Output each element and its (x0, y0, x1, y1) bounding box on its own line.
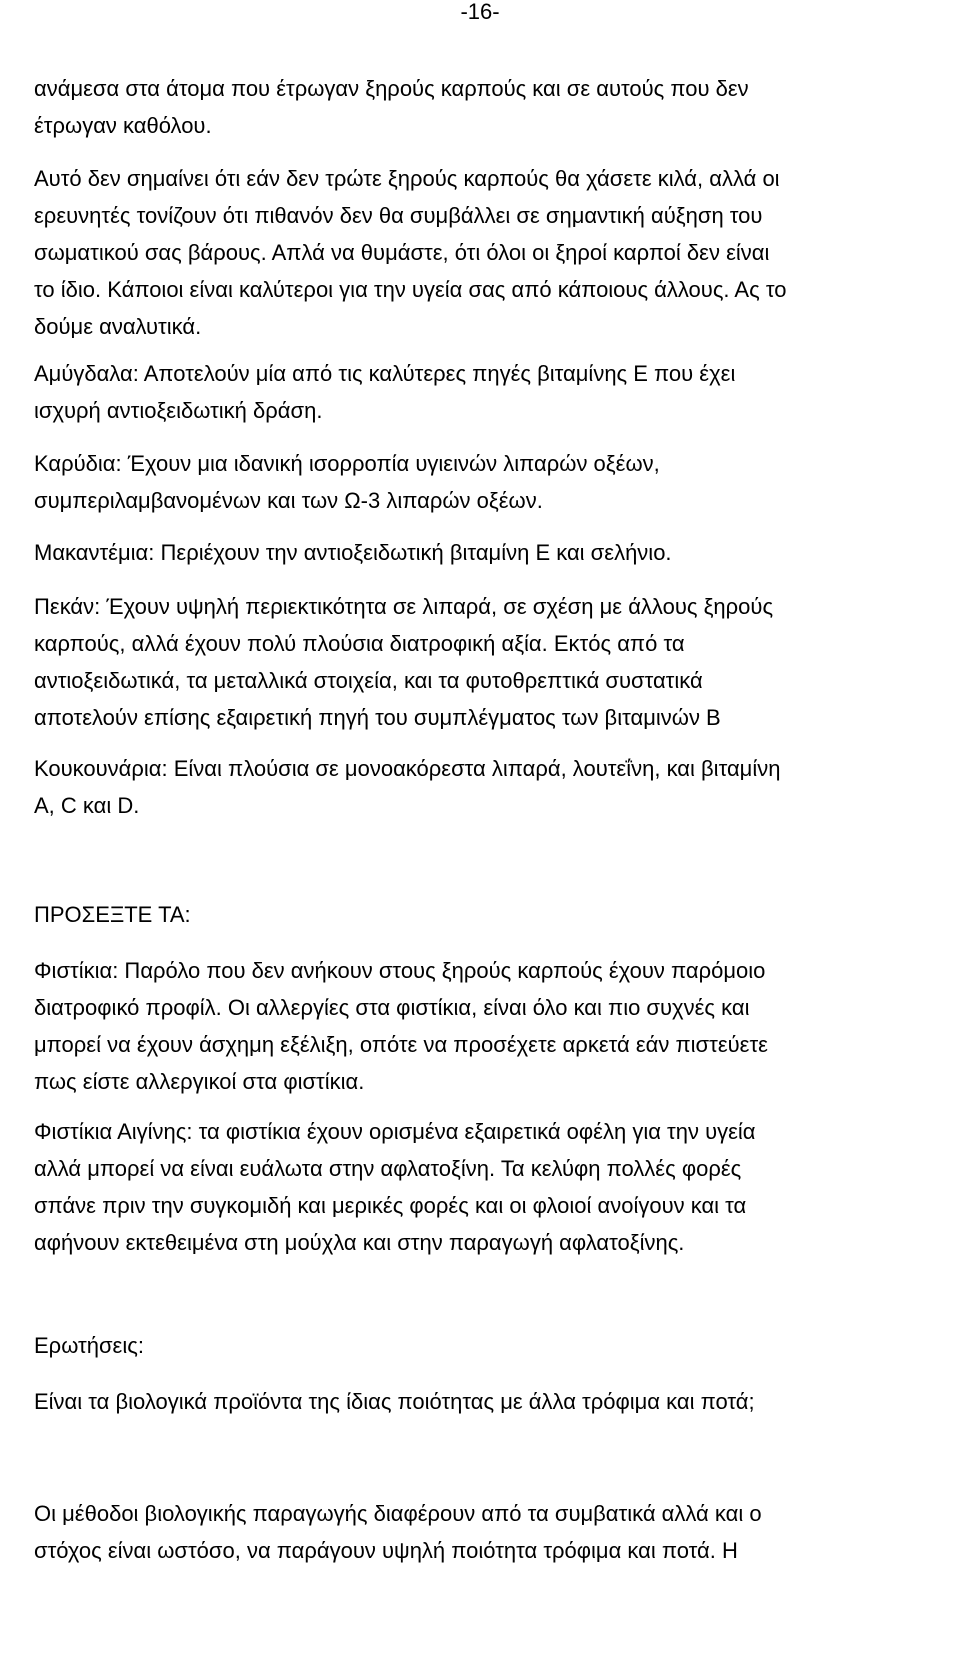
question-organic-quality (34, 1383, 934, 1420)
text-line: Αυτό δεν σημαίνει ότι εάν δεν τρώτε ξηρούς καρπούς θα χάσετε κιλά, αλλά οι (34, 166, 780, 191)
paragraph-walnuts (34, 445, 934, 519)
text-line: Α, C και D. (34, 793, 140, 818)
paragraph-peanuts (34, 952, 934, 1100)
text-line: Φιστίκια: Παρόλο που δεν ανήκουν στους ξηρούς καρπούς έχουν παρόμοιο (34, 958, 766, 983)
paragraph-pistachios (34, 1113, 934, 1261)
text-line: Είναι τα βιολογικά προϊόντα της ίδιας ποιότητας με άλλα τρόφιμα και ποτά; (34, 1389, 755, 1414)
text-line: συμπεριλαμβανομένων και των Ω-3 λιπαρών οξέων. (34, 488, 543, 513)
text-line: ερευνητές τονίζουν ότι πιθανόν δεν θα συμβάλλει σε σημαντική αύξηση του (34, 203, 763, 228)
text-line: ισχυρή αντιοξειδωτική δράση. (34, 398, 323, 423)
text-line: αποτελούν επίσης εξαιρετική πηγή του συμπλέγματος των βιταμινών Β (34, 705, 721, 730)
text-line: Αμύγδαλα: Αποτελούν μία από τις καλύτερες πηγές βιταμίνης Ε που έχει (34, 361, 736, 386)
text-line: στόχος είναι ωστόσο, να παράγουν υψηλή ποιότητα τρόφιμα και ποτά. Η (34, 1538, 738, 1563)
text-line: αφήνουν εκτεθειμένα στη μούχλα και στην παραγωγή αφλατοξίνης. (34, 1230, 685, 1255)
section-heading-caution (34, 896, 934, 933)
page-number: -16- (460, 0, 500, 24)
text-line: δούμε αναλυτικά. (34, 314, 202, 339)
text-line: έτρωγαν καθόλου. (34, 113, 212, 138)
paragraph-almonds (34, 355, 934, 429)
text-line: Καρύδια: Έχουν μια ιδανική ισορροπία υγιεινών λιπαρών οξέων, (34, 451, 660, 476)
paragraph-pine-nuts (34, 750, 934, 824)
text-line: πως είστε αλλεργικοί στα φιστίκια. (34, 1069, 365, 1094)
text-line: ανάμεσα στα άτομα που έτρωγαν ξηρούς καρπούς και σε αυτούς που δεν (34, 76, 749, 101)
text-line: Μακαντέμια: Περιέχουν την αντιοξειδωτική βιταμίνη Ε και σελήνιο. (34, 540, 672, 565)
text-line: Πεκάν: Έχουν υψηλή περιεκτικότητα σε λιπαρά, σε σχέση με άλλους ξηρούς (34, 594, 774, 619)
section-heading-questions (34, 1327, 934, 1364)
text-line: ΠΡΟΣΕΞΤΕ ΤΑ: (34, 902, 191, 927)
text-line: σπάνε πριν την συγκομιδή και μερικές φορές και οι φλοιοί ανοίγουν και τα (34, 1193, 747, 1218)
text-line: Οι μέθοδοι βιολογικής παραγωγής διαφέρουν από τα συμβατικά αλλά και ο (34, 1501, 762, 1526)
text-line: Φιστίκια Αιγίνης: τα φιστίκια έχουν ορισμένα εξαιρετικά οφέλη για την υγεία (34, 1119, 756, 1144)
answer-organic-quality (34, 1495, 934, 1569)
paragraph-weight (34, 160, 934, 345)
text-line: διατροφικό προφίλ. Οι αλλεργίες στα φιστίκια, είναι όλο και πιο συχνές και (34, 995, 750, 1020)
text-line: σωματικού σας βάρους. Απλά να θυμάστε, ότι όλοι οι ξηροί καρποί δεν είναι (34, 240, 770, 265)
paragraph-macadamia (34, 534, 934, 571)
text-line: Ερωτήσεις: (34, 1333, 144, 1358)
text-line: το ίδιο. Κάποιοι είναι καλύτεροι για την υγεία σας από κάποιους άλλους. Ας το (34, 277, 787, 302)
text-line: Κουκουνάρια: Είναι πλούσια σε μονοακόρεστα λιπαρά, λουτεΐνη, και βιταμίνη (34, 756, 781, 781)
text-line: μπορεί να έχουν άσχημη εξέλιξη, οπότε να προσέχετε αρκετά εάν πιστεύετε (34, 1032, 768, 1057)
text-line: αντιοξειδωτικά, τα μεταλλικά στοιχεία, και τα φυτοθρεπτικά συστατικά (34, 668, 703, 693)
text-line: αλλά μπορεί να είναι ευάλωτα στην αφλατοξίνη. Τα κελύφη πολλές φορές (34, 1156, 742, 1181)
paragraph-intro-end (34, 70, 934, 144)
paragraph-pecans (34, 588, 934, 736)
text-line: καρπούς, αλλά έχουν πολύ πλούσια διατροφική αξία. Εκτός από τα (34, 631, 685, 656)
